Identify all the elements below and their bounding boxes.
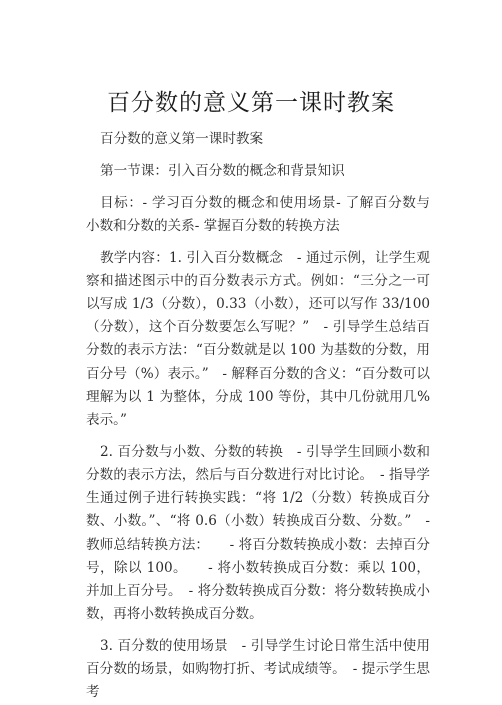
paragraph-content-3: 3. 百分数的使用场景 - 引导学生讨论日常生活中使用百分数的场景，如购物打折、考试成绩等。 - 提示学生思考 [86,638,430,701]
paragraph-objectives: 目标：- 学习百分数的概念和使用场景- 了解百分数与小数和分数的关系- 掌握百分数的转换方法 [86,194,430,234]
paragraph-content-1: 教学内容：1. 引入百分数概念 - 通过示例，让学生观察和描述图示中的百分数表示方式。例如：“三分之一可以写成 1/3（分数），0.33（小数），还可以写作 33/100（分数），这个百分数要怎么写呢？” - 引导学生总结百分数的表示方法：“百分数就是以 100 为基数的分数，用百分号（%）表示。” - 解释百分数的含义：“百分数可以理解为以 1 为整体，分成 100 等份，其中几份就用几%表示。” [86,249,430,429]
document-body [86,128,430,705]
paragraph-content-2: 2. 百分数与小数、分数的转换 - 引导学生回顾小数和分数的表示方法，然后与百分数进行对比讨论。 - 指导学生通过例子进行转换实践：“将 1/2（分数）转换成百分数、小数。”、“将 0.6（小数）转换成百分数、分数。” - 教师总结转换方法： - 将百分数转换成小数：去掉百分号，除以 100。 - 将小数转换成百分数：乘以 100，并加上百分号。 - 将分数转换成百分数：将分数转换成小数，再将小数转换成百分数。 [86,443,430,623]
paragraph-section-heading: 第一节课：引入百分数的概念和背景知识 [100,162,345,179]
paragraph-subtitle: 百分数的意义第一课时教案 [100,131,264,147]
document-title: 百分数的意义第一课时教案 [107,90,395,116]
